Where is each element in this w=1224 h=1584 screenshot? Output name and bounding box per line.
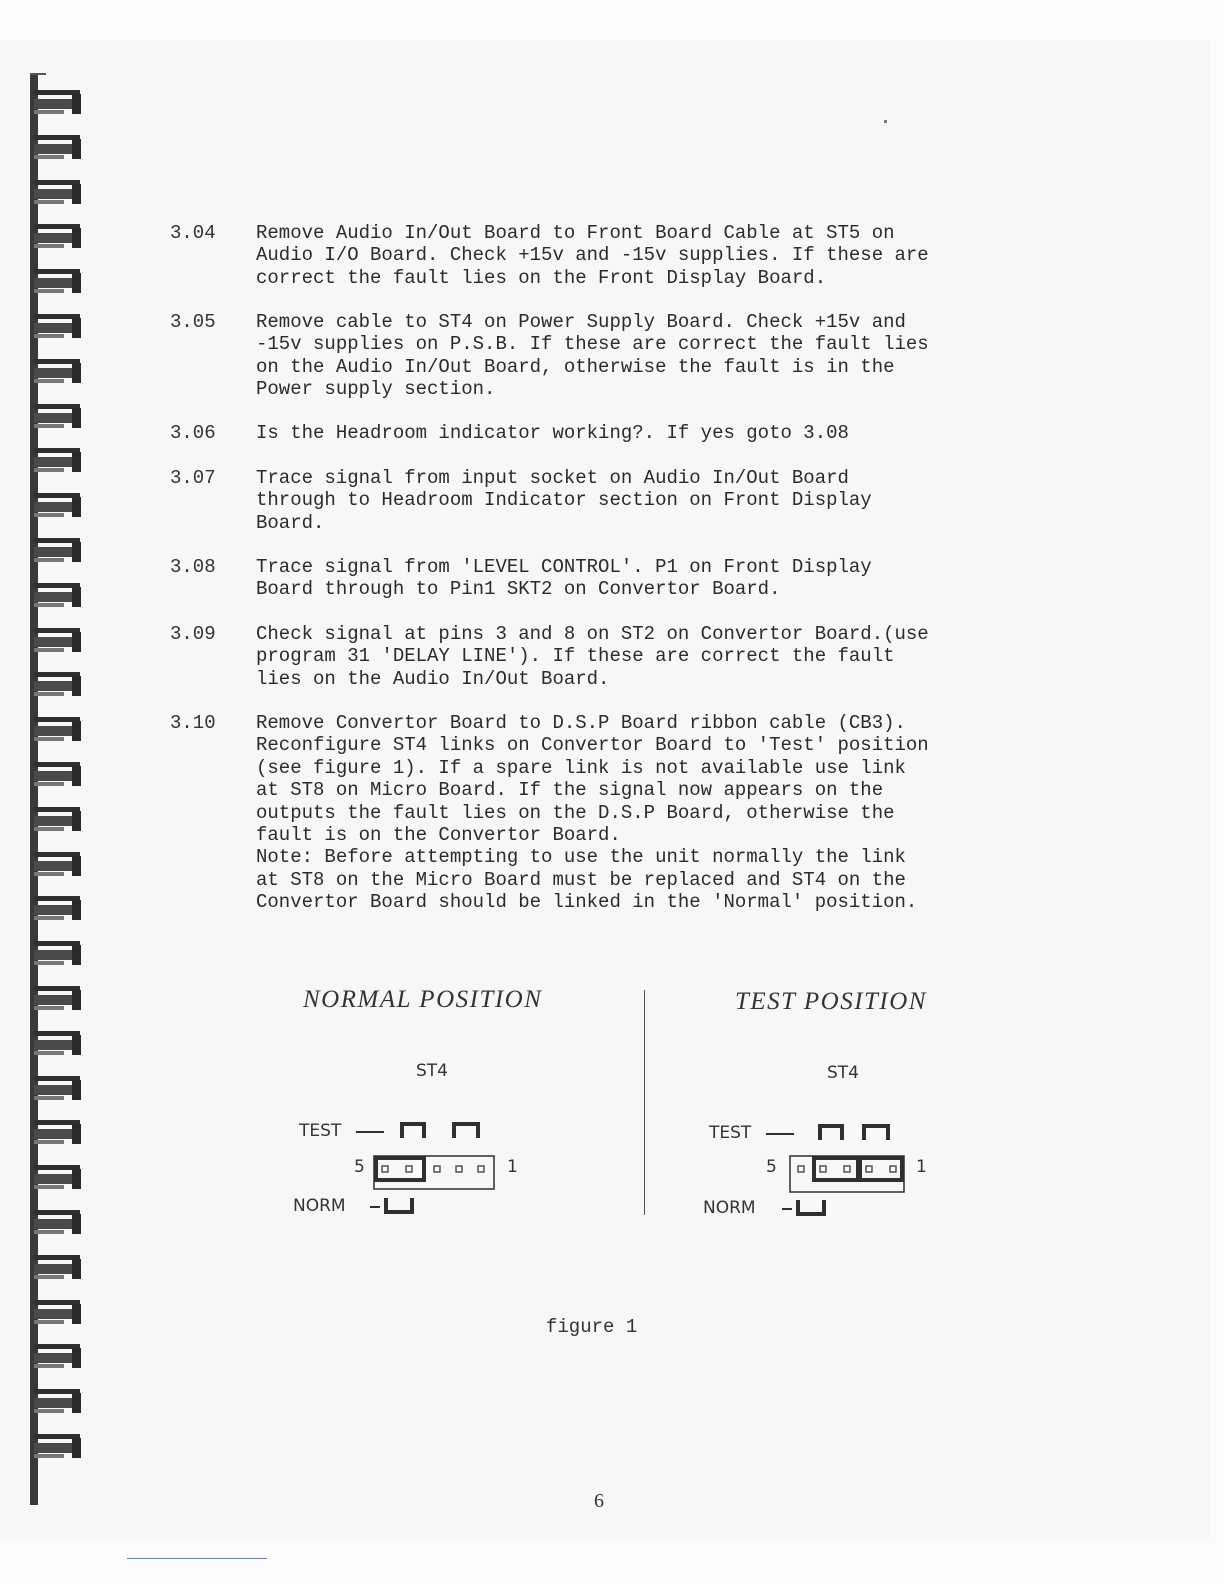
- ring-segment: [34, 1353, 72, 1363]
- ring-segment: [34, 916, 64, 920]
- normal-position-title: NORMAL POSITION: [303, 986, 543, 1013]
- ring-segment: [34, 189, 72, 199]
- normal-pin-left: 5: [354, 1157, 365, 1177]
- ring-segment: [34, 771, 72, 781]
- test-link-icon: [820, 1126, 842, 1140]
- binding-ring: [34, 90, 92, 116]
- step-text: Remove Convertor Board to D.S.P Board ribbon cable (CB3). Reconfigure ST4 links on Convertor Board to 'Test' position (see figure 1). If a spare link is not available use link at ST8 on Micro Board. If the signal now appears on the outputs the fault lies on the D.S.P Board, otherwise the fault is on the Convertor Board. Note: Before attempting to use the unit normally the link at ST8 on the Micro Board must be replaced and ST4 on the Convertor Board should be linked in the 'Normal' position.: [256, 712, 929, 914]
- ring-segment: [72, 1169, 81, 1189]
- step-text: Remove cable to ST4 on Power Supply Board. Check +15v and -15v supplies on P.S.B. If these are correct the fault lies on the Audio In/Out Board, otherwise the fault is in the Power supply section.: [256, 311, 929, 401]
- ring-segment: [34, 468, 64, 472]
- step-number: 3.04: [170, 222, 216, 244]
- pin: [798, 1166, 804, 1172]
- scan-edge-line: [127, 1558, 267, 1559]
- ring-segment: [34, 1409, 64, 1413]
- ring-segment: [34, 726, 72, 736]
- ring-segment: [34, 681, 72, 691]
- ring-segment: [72, 811, 81, 831]
- pin: [456, 1166, 462, 1172]
- ring-segment: [34, 200, 64, 204]
- binding-ring: [34, 896, 92, 922]
- ring-segment: [34, 637, 72, 647]
- test-norm-label: NORM: [703, 1198, 756, 1218]
- pin: [434, 1166, 440, 1172]
- ring-segment: [34, 144, 72, 154]
- test-link-icon: [454, 1124, 478, 1138]
- test-jumper-diagram: [750, 1112, 930, 1222]
- norm-link-icon: [798, 1200, 824, 1214]
- ring-segment: [34, 827, 64, 831]
- pin: [406, 1166, 412, 1172]
- binding-ring: [34, 493, 92, 519]
- test-link-icon: [402, 1124, 424, 1138]
- step-number: 3.06: [170, 422, 216, 444]
- normal-pin-right: 1: [507, 1157, 518, 1177]
- ring-segment: [34, 1219, 72, 1229]
- ring-segment: [34, 737, 64, 741]
- pin: [890, 1166, 896, 1172]
- ring-segment: [34, 99, 72, 109]
- step-number: 3.10: [170, 712, 216, 734]
- step-text: Trace signal from input socket on Audio In/Out Board through to Headroom Indicator section on Front Display Board.: [256, 467, 872, 534]
- ring-segment: [34, 278, 72, 288]
- binding-ring: [34, 717, 92, 743]
- step-text: Check signal at pins 3 and 8 on ST2 on Convertor Board.(use program 31 'DELAY LINE'). If these are correct the fault lies on the Audio In/Out Board.: [256, 623, 929, 690]
- ring-segment: [72, 1438, 81, 1458]
- binding-ring: [34, 1389, 92, 1415]
- ring-segment: [72, 900, 81, 920]
- binding-ring: [34, 224, 92, 250]
- ring-segment: [34, 457, 72, 467]
- ring-segment: [34, 1051, 64, 1055]
- ring-segment: [72, 228, 81, 248]
- binding-ring: [34, 672, 92, 698]
- step-text: Remove Audio In/Out Board to Front Board Cable at ST5 on Audio I/O Board. Check +15v and -15v supplies. If these are correct the fault lies on the Front Display Board.: [256, 222, 929, 289]
- binding-ring: [34, 404, 92, 430]
- ring-segment: [72, 990, 81, 1010]
- ring-segment: [34, 424, 64, 428]
- ring-segment: [34, 513, 64, 517]
- spiral-binding: [30, 75, 90, 1505]
- ring-segment: [34, 1096, 64, 1100]
- ring-segment: [34, 1085, 72, 1095]
- binding-ring: [34, 180, 92, 206]
- ring-segment: [72, 945, 81, 965]
- binding-ring: [34, 1165, 92, 1191]
- step-number: 3.07: [170, 467, 216, 489]
- jumper-link: [376, 1158, 424, 1180]
- ring-segment: [34, 1185, 64, 1189]
- ring-segment: [34, 1006, 64, 1010]
- ring-segment: [34, 1320, 64, 1324]
- ring-segment: [34, 1174, 72, 1184]
- ring-segment: [34, 905, 72, 915]
- binding-ring: [34, 986, 92, 1012]
- ring-segment: [72, 1214, 81, 1234]
- ring-segment: [72, 452, 81, 472]
- normal-test-label: TEST: [299, 1121, 342, 1141]
- ring-segment: [34, 244, 64, 248]
- ring-segment: [34, 782, 64, 786]
- ring-segment: [34, 558, 64, 562]
- ring-segment: [72, 766, 81, 786]
- norm-link-icon: [386, 1198, 412, 1212]
- ring-segment: [34, 379, 64, 383]
- binding-ring: [34, 269, 92, 295]
- ring-segment: [34, 155, 64, 159]
- ring-segment: [72, 856, 81, 876]
- ring-segment: [72, 542, 81, 562]
- ring-segment: [34, 592, 72, 602]
- ring-segment: [72, 273, 81, 293]
- ring-segment: [34, 502, 72, 512]
- ring-segment: [34, 692, 64, 696]
- ring-segment: [34, 110, 64, 114]
- ring-segment: [34, 648, 64, 652]
- ring-segment: [34, 961, 64, 965]
- ring-segment: [72, 632, 81, 652]
- figure-divider: [644, 990, 645, 1215]
- step-text: Trace signal from 'LEVEL CONTROL'. P1 on Front Display Board through to Pin1 SKT2 on Convertor Board.: [256, 556, 872, 601]
- ring-segment: [34, 334, 64, 338]
- pin: [866, 1166, 872, 1172]
- step-number: 3.09: [170, 623, 216, 645]
- ring-segment: [34, 323, 72, 333]
- ring-segment: [72, 676, 81, 696]
- binding-ring: [34, 1255, 92, 1281]
- binding-ring: [34, 359, 92, 385]
- ring-segment: [34, 872, 64, 876]
- ring-segment: [72, 318, 81, 338]
- normal-norm-label: NORM: [293, 1196, 346, 1216]
- test-pin-left: 5: [766, 1157, 777, 1177]
- ring-segment: [34, 368, 72, 378]
- ring-segment: [72, 1304, 81, 1324]
- binding-ring: [34, 1344, 92, 1370]
- figure-caption: figure 1: [546, 1316, 638, 1338]
- ring-segment: [34, 861, 72, 871]
- ring-segment: [34, 289, 64, 293]
- binding-ring: [34, 1076, 92, 1102]
- ring-segment: [34, 547, 72, 557]
- pin: [820, 1166, 826, 1172]
- pin: [478, 1166, 484, 1172]
- ring-segment: [72, 1259, 81, 1279]
- ring-segment: [72, 139, 81, 159]
- ring-segment: [72, 184, 81, 204]
- binding-ring: [34, 1210, 92, 1236]
- jumper-link: [814, 1158, 860, 1180]
- step-number: 3.05: [170, 311, 216, 333]
- step-number: 3.08: [170, 556, 216, 578]
- ring-segment: [34, 1398, 72, 1408]
- ring-segment: [72, 94, 81, 114]
- ring-segment: [34, 1230, 64, 1234]
- binding-ring: [34, 1120, 92, 1146]
- normal-jumper-diagram: [340, 1110, 520, 1220]
- binding-ring: [34, 628, 92, 654]
- binding-ring: [34, 583, 92, 609]
- binding-ring: [34, 1300, 92, 1326]
- binding-ring: [34, 941, 92, 967]
- binding-ring: [34, 1434, 92, 1460]
- pin: [382, 1166, 388, 1172]
- normal-connector-label: ST4: [416, 1061, 448, 1081]
- test-connector-label: ST4: [827, 1063, 859, 1083]
- ring-segment: [72, 587, 81, 607]
- ring-segment: [72, 1393, 81, 1413]
- ring-segment: [34, 1129, 72, 1139]
- pin: [844, 1166, 850, 1172]
- ring-segment: [34, 1140, 64, 1144]
- test-test-label: TEST: [709, 1123, 752, 1143]
- ring-segment: [34, 1364, 64, 1368]
- test-pin-right: 1: [916, 1157, 927, 1177]
- ring-segment: [34, 950, 72, 960]
- page-number: 6: [594, 1490, 604, 1512]
- binding-ring: [34, 538, 92, 564]
- test-position-title: TEST POSITION: [735, 988, 927, 1015]
- ring-segment: [34, 1309, 72, 1319]
- test-link-icon: [864, 1126, 888, 1140]
- binding-ring: [34, 314, 92, 340]
- binding-ring: [34, 762, 92, 788]
- ring-segment: [34, 1040, 72, 1050]
- ring-segment: [72, 1348, 81, 1368]
- ring-segment: [34, 413, 72, 423]
- binding-ring: [34, 1031, 92, 1057]
- ring-segment: [72, 1124, 81, 1144]
- ring-segment: [34, 995, 72, 1005]
- ring-segment: [34, 233, 72, 243]
- step-text: Is the Headroom indicator working?. If yes goto 3.08: [256, 422, 849, 444]
- ring-segment: [34, 1443, 72, 1453]
- binding-ring: [34, 852, 92, 878]
- ring-segment: [34, 816, 72, 826]
- ring-segment: [72, 721, 81, 741]
- ring-segment: [34, 1264, 72, 1274]
- ring-segment: [72, 1080, 81, 1100]
- scan-speck: [884, 120, 887, 123]
- ring-segment: [34, 603, 64, 607]
- binding-ring: [34, 135, 92, 161]
- ring-segment: [34, 1275, 64, 1279]
- ring-segment: [72, 363, 81, 383]
- ring-segment: [72, 408, 81, 428]
- st4-header: [790, 1156, 904, 1192]
- ring-segment: [72, 1035, 81, 1055]
- ring-segment: [72, 497, 81, 517]
- ring-segment: [34, 1454, 64, 1458]
- binding-ring: [34, 807, 92, 833]
- binding-ring: [34, 448, 92, 474]
